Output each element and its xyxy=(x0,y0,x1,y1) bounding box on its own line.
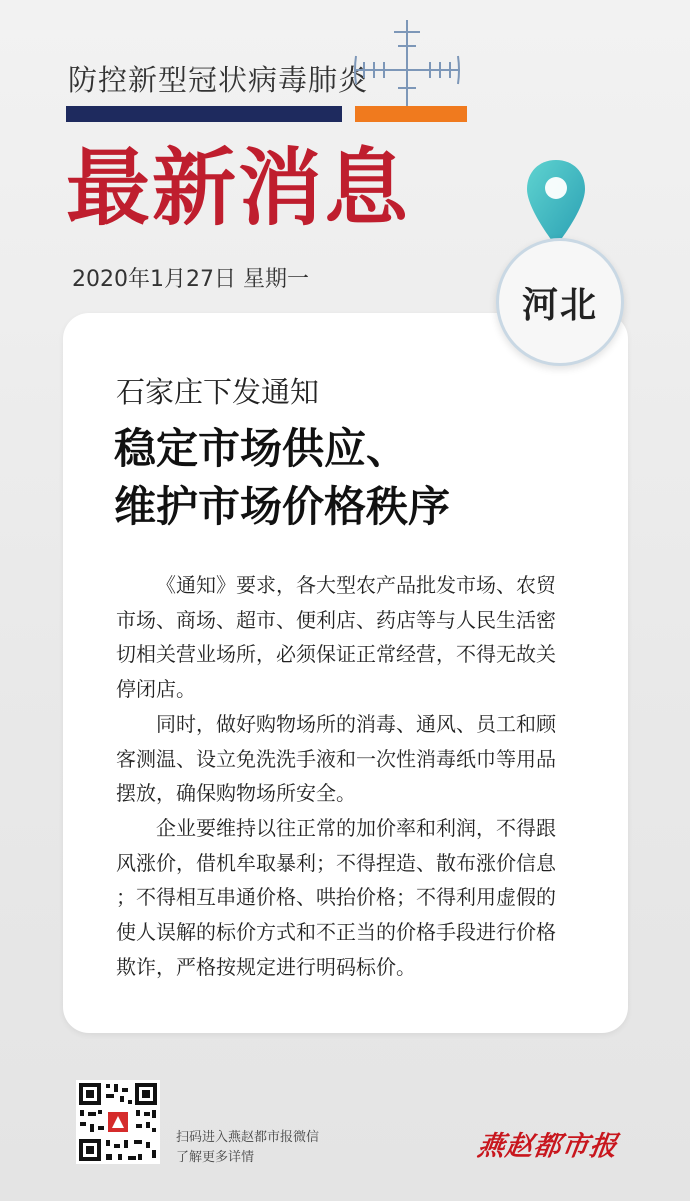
paragraph: 同时，做好购物场所的消毒、通风、员工和顾 客测温、设立免洗洗手液和一次性消毒纸巾等用品 摆放，确保购物场所安全。 xyxy=(116,711,556,806)
topic-title: 防控新型冠状病毒肺炎 xyxy=(68,63,369,97)
accent-bar-orange xyxy=(355,106,467,122)
newspaper-logo: 燕赵都市报 xyxy=(475,1131,620,1162)
paragraph: 企业要维持以往正常的加价率和利润，不得跟 风涨价，借机牟取暴利；不得捏造、散布涨价信息 ；不得相互串通价格、哄抬价格；不得利用虚假的 使人误解的标价方式和不正当的价格手段进行价格 欺诈，严格按规定进行明码标价。 xyxy=(116,815,556,979)
article-body xyxy=(116,568,576,984)
article-title xyxy=(114,420,450,536)
region-label: 河北 xyxy=(521,284,598,326)
paragraph: 《通知》要求，各大型农产品批发市场、农贸 市场、商场、超市、便利店、药店等与人民生活密 切相关营业场所，必须保证正常经营，不得无故关 停闭店。 xyxy=(116,573,556,702)
crosshair-icon xyxy=(352,18,462,108)
accent-bar-navy xyxy=(66,106,342,122)
location-pin-icon xyxy=(525,158,587,250)
qr-caption-line-2: 了解更多详情 xyxy=(176,1150,255,1165)
qr-code[interactable] xyxy=(76,1080,160,1164)
article-title-line-2: 维护市场价格秩序 xyxy=(114,482,451,531)
article-subtitle: 石家庄下发通知 xyxy=(116,375,320,409)
publish-date: 2020年1月27日 星期一 xyxy=(72,267,309,292)
qr-caption-line-1: 扫码进入燕赵都市报微信 xyxy=(176,1130,320,1145)
qr-caption xyxy=(176,1128,319,1168)
headline: 最新消息 xyxy=(66,139,411,237)
article-title-line-1: 稳定市场供应、 xyxy=(114,424,409,473)
region-badge xyxy=(496,238,624,366)
